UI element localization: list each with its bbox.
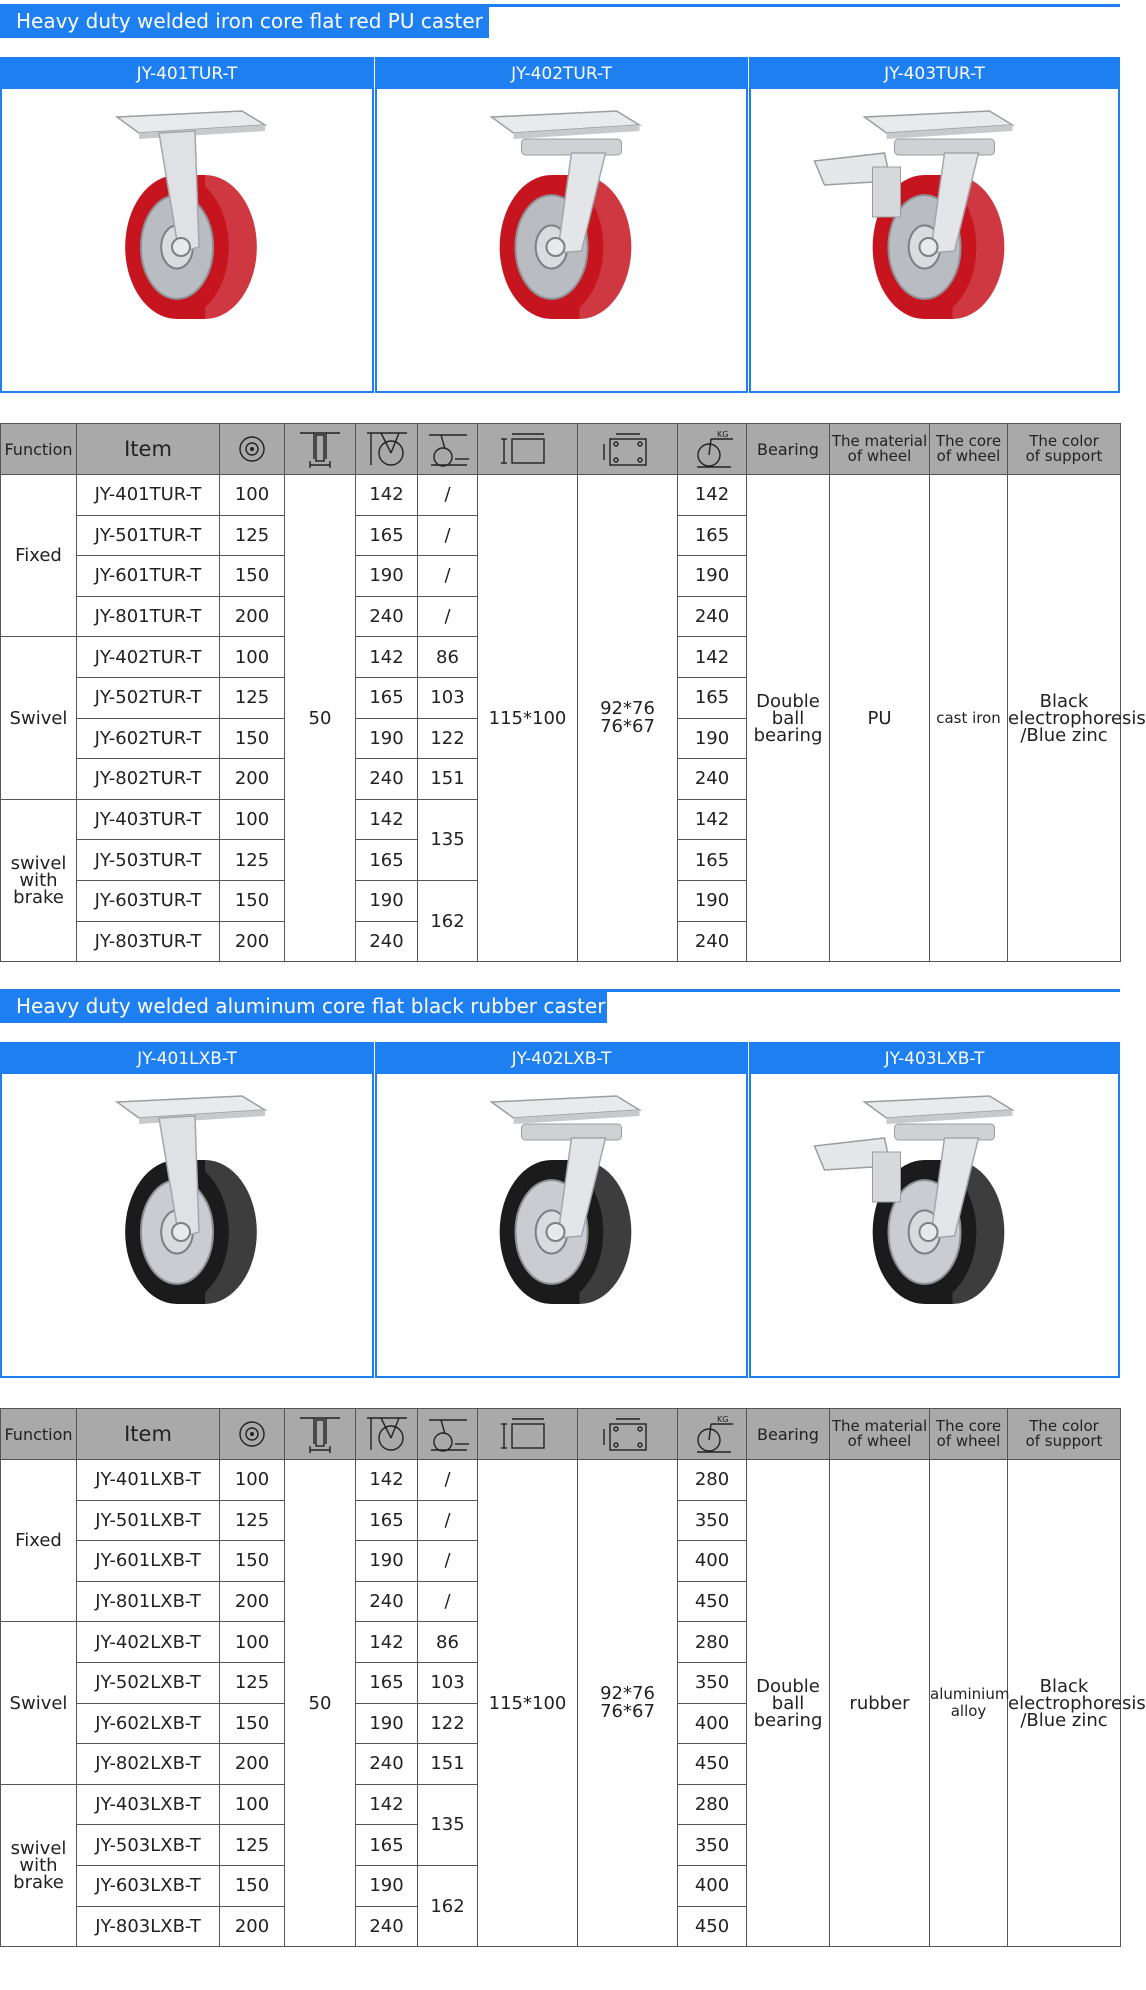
group-fixed: Fixed — [1, 1460, 77, 1622]
wheel-width: 50 — [285, 1460, 356, 1947]
wheel-diameter: 100 — [220, 475, 285, 516]
product-photo-label: JY-403LXB-T — [751, 1044, 1118, 1074]
total-height: 142 — [356, 1784, 418, 1825]
swivel-offset: 162 — [418, 880, 478, 961]
col-bearing: Bearing — [747, 424, 830, 475]
item-code: JY-603TUR-T — [77, 880, 220, 921]
col-core: The core of wheel — [930, 1409, 1008, 1460]
hole-spacing: 92*76 76*67 — [578, 475, 678, 962]
plate-size: 115*100 — [478, 475, 578, 962]
total-height: 190 — [356, 556, 418, 597]
item-code: JY-602TUR-T — [77, 718, 220, 759]
swivel-offset: 86 — [418, 1622, 478, 1663]
swivel-offset: / — [418, 1581, 478, 1622]
wheel-diameter-icon — [220, 424, 285, 475]
item-code: JY-603LXB-T — [77, 1865, 220, 1906]
bearing-value: Double ball bearing — [747, 475, 830, 962]
col-material: The material of wheel — [830, 424, 930, 475]
plate-size: 115*100 — [478, 1460, 578, 1947]
swivel-offset: 122 — [418, 1703, 478, 1744]
load-capacity: 280 — [678, 1460, 747, 1501]
swivel-offset: 162 — [418, 1865, 478, 1946]
wheel-diameter: 150 — [220, 1541, 285, 1582]
total-height: 142 — [356, 1622, 418, 1663]
col-material: The material of wheel — [830, 1409, 930, 1460]
wheel-diameter: 200 — [220, 921, 285, 962]
wheel-diameter: 125 — [220, 515, 285, 556]
plate-size-icon — [478, 424, 578, 475]
item-code: JY-601LXB-T — [77, 1541, 220, 1582]
load-capacity: 400 — [678, 1541, 747, 1582]
item-code: JY-402TUR-T — [77, 637, 220, 678]
swivel-offset-icon — [418, 1409, 478, 1460]
wheel-core-value: cast iron — [930, 475, 1008, 962]
wheel-material-value: rubber — [830, 1460, 930, 1947]
total-height: 165 — [356, 1500, 418, 1541]
col-item: Item — [77, 424, 220, 475]
table-row — [1, 475, 1121, 516]
swivel-offset: / — [418, 515, 478, 556]
wheel-diameter: 125 — [220, 1662, 285, 1703]
product-photo-card — [375, 57, 748, 393]
swivel-offset: / — [418, 1541, 478, 1582]
wheel-diameter: 150 — [220, 1865, 285, 1906]
item-code: JY-502TUR-T — [77, 677, 220, 718]
svg-text:KG: KG — [717, 1415, 729, 1424]
wheel-diameter: 150 — [220, 556, 285, 597]
spec-table — [0, 1408, 1146, 1947]
product-photo-label: JY-402TUR-T — [377, 59, 746, 89]
col-function: Function — [1, 424, 77, 475]
swivel-offset: 135 — [418, 1784, 478, 1865]
hole-spacing: 92*76 76*67 — [578, 1460, 678, 1947]
product-photo-label: JY-401LXB-T — [2, 1044, 372, 1074]
table-header-row — [1, 424, 1121, 475]
wheel-diameter: 200 — [220, 1744, 285, 1785]
load-capacity: 190 — [678, 556, 747, 597]
total-height: 240 — [356, 1581, 418, 1622]
load-capacity: 240 — [678, 759, 747, 800]
wheel-diameter-icon — [220, 1409, 285, 1460]
load-capacity: 165 — [678, 515, 747, 556]
load-capacity: 190 — [678, 718, 747, 759]
wheel-diameter: 125 — [220, 1500, 285, 1541]
item-code: JY-602LXB-T — [77, 1703, 220, 1744]
load-capacity: 190 — [678, 880, 747, 921]
total-height-icon — [356, 424, 418, 475]
swivel-offset: 151 — [418, 759, 478, 800]
svg-text:KG: KG — [717, 430, 729, 439]
col-bearing: Bearing — [747, 1409, 830, 1460]
section-title: Heavy duty welded aluminum core flat black rubber caster — [0, 989, 607, 1023]
item-code: JY-403LXB-T — [77, 1784, 220, 1825]
total-height: 165 — [356, 840, 418, 881]
total-height: 165 — [356, 1825, 418, 1866]
product-photo-card — [749, 1042, 1120, 1378]
total-height-icon — [356, 1409, 418, 1460]
load-capacity: 450 — [678, 1581, 747, 1622]
item-code: JY-801TUR-T — [77, 596, 220, 637]
swivel-offset: 151 — [418, 1744, 478, 1785]
support-color-value: Black electrophoresis /Blue zinc — [1008, 1460, 1121, 1947]
group-swivel: Swivel — [1, 1622, 77, 1784]
load-capacity: 165 — [678, 677, 747, 718]
spec-table — [0, 423, 1146, 962]
wheel-diameter: 150 — [220, 880, 285, 921]
load-capacity: 240 — [678, 596, 747, 637]
wheel-diameter: 100 — [220, 1784, 285, 1825]
col-support-color: The color of support — [1008, 424, 1121, 475]
wheel-diameter: 200 — [220, 1581, 285, 1622]
load-capacity: 350 — [678, 1500, 747, 1541]
hole-spacing-icon — [578, 1409, 678, 1460]
swivel-offset-icon — [418, 424, 478, 475]
swivel-offset: 122 — [418, 718, 478, 759]
product-photo-card — [0, 1042, 374, 1378]
col-item: Item — [77, 1409, 220, 1460]
load-capacity: 142 — [678, 475, 747, 516]
swivel-offset: / — [418, 1460, 478, 1501]
total-height: 190 — [356, 1541, 418, 1582]
col-core: The core of wheel — [930, 424, 1008, 475]
item-code: JY-403TUR-T — [77, 799, 220, 840]
total-height: 142 — [356, 799, 418, 840]
plate-size-icon — [478, 1409, 578, 1460]
wheel-diameter: 200 — [220, 759, 285, 800]
total-height: 190 — [356, 880, 418, 921]
item-code: JY-503LXB-T — [77, 1825, 220, 1866]
wheel-core-value: aluminium alloy — [930, 1460, 1008, 1947]
table-row — [1, 1460, 1121, 1501]
wheel-diameter: 200 — [220, 596, 285, 637]
total-height: 142 — [356, 1460, 418, 1501]
load-capacity: 450 — [678, 1744, 747, 1785]
item-code: JY-502LXB-T — [77, 1662, 220, 1703]
item-code: JY-401LXB-T — [77, 1460, 220, 1501]
swivel-offset: 103 — [418, 677, 478, 718]
wheel-diameter: 200 — [220, 1906, 285, 1947]
item-code: JY-803LXB-T — [77, 1906, 220, 1947]
group-swivel-brake: swivel with brake — [1, 1784, 77, 1946]
item-code: JY-802LXB-T — [77, 1744, 220, 1785]
item-code: JY-401TUR-T — [77, 475, 220, 516]
photo-row — [0, 57, 1120, 393]
hole-spacing-icon — [578, 424, 678, 475]
load-capacity-icon — [678, 1409, 747, 1460]
bearing-value: Double ball bearing — [747, 1460, 830, 1947]
wheel-diameter: 100 — [220, 1460, 285, 1501]
item-code: JY-801LXB-T — [77, 1581, 220, 1622]
product-photo-card — [0, 57, 374, 393]
col-support-color: The color of support — [1008, 1409, 1121, 1460]
total-height: 190 — [356, 1703, 418, 1744]
swivel-offset: / — [418, 1500, 478, 1541]
swivel-offset: 103 — [418, 1662, 478, 1703]
wheel-width-icon — [285, 424, 356, 475]
total-height: 165 — [356, 1662, 418, 1703]
item-code: JY-501LXB-T — [77, 1500, 220, 1541]
item-code: JY-803TUR-T — [77, 921, 220, 962]
item-code: JY-802TUR-T — [77, 759, 220, 800]
swivel-offset: / — [418, 556, 478, 597]
wheel-diameter: 100 — [220, 637, 285, 678]
product-photo-label: JY-403TUR-T — [751, 59, 1118, 89]
table-header-row — [1, 1409, 1121, 1460]
load-capacity: 142 — [678, 799, 747, 840]
load-capacity: 165 — [678, 840, 747, 881]
total-height: 190 — [356, 1865, 418, 1906]
product-photo-label: JY-401TUR-T — [2, 59, 372, 89]
load-capacity: 280 — [678, 1622, 747, 1663]
wheel-diameter: 100 — [220, 799, 285, 840]
group-fixed: Fixed — [1, 475, 77, 637]
load-capacity: 350 — [678, 1825, 747, 1866]
item-code: JY-501TUR-T — [77, 515, 220, 556]
load-capacity-icon — [678, 424, 747, 475]
item-code: JY-601TUR-T — [77, 556, 220, 597]
load-capacity: 240 — [678, 921, 747, 962]
wheel-diameter: 125 — [220, 1825, 285, 1866]
photo-row — [0, 1042, 1120, 1378]
swivel-offset: / — [418, 596, 478, 637]
product-photo-card — [749, 57, 1120, 393]
total-height: 240 — [356, 759, 418, 800]
load-capacity: 400 — [678, 1703, 747, 1744]
support-color-value: Black electrophoresis /Blue zinc — [1008, 475, 1121, 962]
item-code: JY-503TUR-T — [77, 840, 220, 881]
wheel-diameter: 125 — [220, 677, 285, 718]
total-height: 190 — [356, 718, 418, 759]
total-height: 165 — [356, 677, 418, 718]
wheel-width: 50 — [285, 475, 356, 962]
group-swivel-brake: swivel with brake — [1, 799, 77, 961]
swivel-offset: / — [418, 475, 478, 516]
wheel-diameter: 100 — [220, 1622, 285, 1663]
swivel-offset: 135 — [418, 799, 478, 880]
wheel-diameter: 150 — [220, 718, 285, 759]
wheel-material-value: PU — [830, 475, 930, 962]
total-height: 240 — [356, 1744, 418, 1785]
load-capacity: 350 — [678, 1662, 747, 1703]
wheel-width-icon — [285, 1409, 356, 1460]
total-height: 240 — [356, 596, 418, 637]
load-capacity: 142 — [678, 637, 747, 678]
load-capacity: 400 — [678, 1865, 747, 1906]
wheel-diameter: 150 — [220, 1703, 285, 1744]
load-capacity: 450 — [678, 1906, 747, 1947]
total-height: 165 — [356, 515, 418, 556]
total-height: 240 — [356, 1906, 418, 1947]
total-height: 142 — [356, 475, 418, 516]
load-capacity: 280 — [678, 1784, 747, 1825]
section-title: Heavy duty welded iron core flat red PU caster — [0, 4, 489, 38]
item-code: JY-402LXB-T — [77, 1622, 220, 1663]
col-function: Function — [1, 1409, 77, 1460]
product-photo-card — [375, 1042, 748, 1378]
product-photo-label: JY-402LXB-T — [377, 1044, 746, 1074]
group-swivel: Swivel — [1, 637, 77, 799]
total-height: 240 — [356, 921, 418, 962]
wheel-diameter: 125 — [220, 840, 285, 881]
total-height: 142 — [356, 637, 418, 678]
swivel-offset: 86 — [418, 637, 478, 678]
